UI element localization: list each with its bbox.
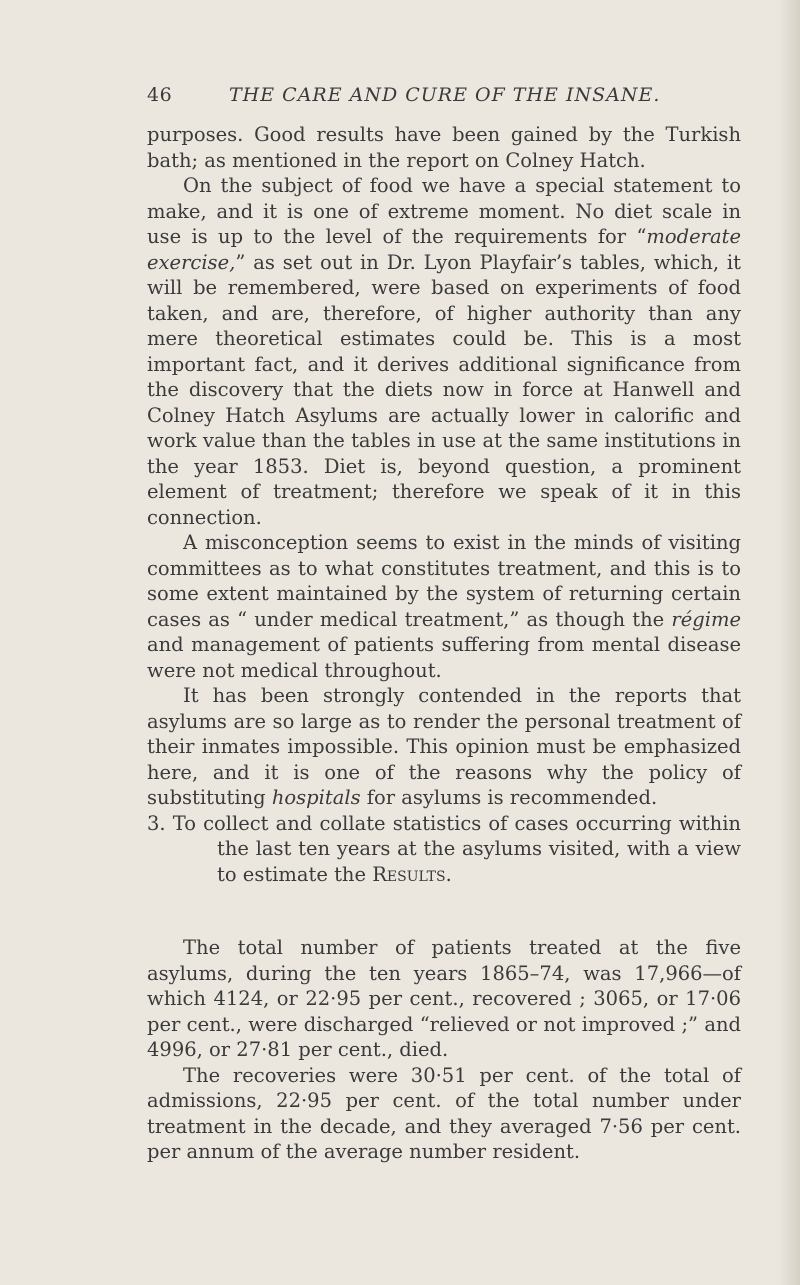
- paragraph-hospitals: [147, 683, 741, 811]
- item3-results: Results: [372, 862, 446, 886]
- paragraph-misconception: [147, 530, 741, 683]
- food-text-c: ” as set out in Dr. Lyon Playfair’s tables, which, it will be remembered, were based on experiments of food taken, and are, therefore, of higher authority than any mere theoretical estimates could be. This is a most important fact, and it derives additional significance from the discovery that the diets now in force at Hanwell and Colney Hatch Asylums are actually lower in calorific and work value than the tables in use at the same institutions in the year 1853. Diet is, beyond question, a prominent element of treatment; therefore we speak of it in this connection.: [147, 250, 741, 529]
- misconception-text-c: and management of patients suffering from mental disease were not medical throughout.: [147, 633, 741, 682]
- page-number: 46: [147, 84, 173, 106]
- paragraph-food: [147, 173, 741, 530]
- running-title: THE CARE AND CURE OF THE INSANE.: [229, 84, 661, 106]
- hospitals-text-c: for asylums is recommended.: [360, 786, 658, 809]
- running-header: [147, 84, 667, 108]
- paragraph-totals: The total number of patients treated at the five asylums, during the ten years 1865–74, was 17,966—of which 4124, or 22·95 per cent., recovered ; 3065, or 17·06 per cent., were discharged “relieved or not improved ;” and 4996, or 27·81 per cent., died.: [147, 936, 741, 1061]
- item3-text-a: 3. To collect and collate statistics of cases occurring within the last ten years at the asylums visited, with a view to estimate the: [147, 811, 741, 886]
- body-text: [147, 122, 741, 1165]
- hospitals-text-italic: hospitals: [271, 786, 361, 809]
- misconception-text-a: A misconception seems to exist in the minds of visiting committees as to what constitutes treatment, and this is to some extent maintained by the system of returning certain cases as “ under medical treatment,” as though the: [147, 531, 741, 631]
- misconception-text-italic: régime: [671, 607, 741, 631]
- paragraph-turkish-bath: purposes. Good results have been gained by the Turkish bath; as mentioned in the report on Colney Hatch.: [147, 123, 741, 172]
- food-text-a: On the subject of food we have a special statement to make, and it is one of extreme moment. No diet scale in use is up to the level of the requirements for “: [147, 174, 741, 248]
- item3-text-c: .: [445, 862, 452, 886]
- food-text-italic: moderate exercise,: [147, 225, 741, 274]
- page-edge-shadow: [778, 0, 800, 1285]
- paragraph-recoveries: The recoveries were 30·51 per cent. of the total of admissions, 22·95 per cent. of the total number under treatment in the decade, and they averaged 7·56 per cent. per annum of the average number resident.: [147, 1063, 741, 1163]
- numbered-item-3: [147, 811, 741, 888]
- hospitals-text-a: It has been strongly contended in the reports that asylums are so large as to render the personal treatment of their inmates impossible. This opinion must be emphasized here, and it is one of the reasons why the policy of substituting: [147, 684, 741, 809]
